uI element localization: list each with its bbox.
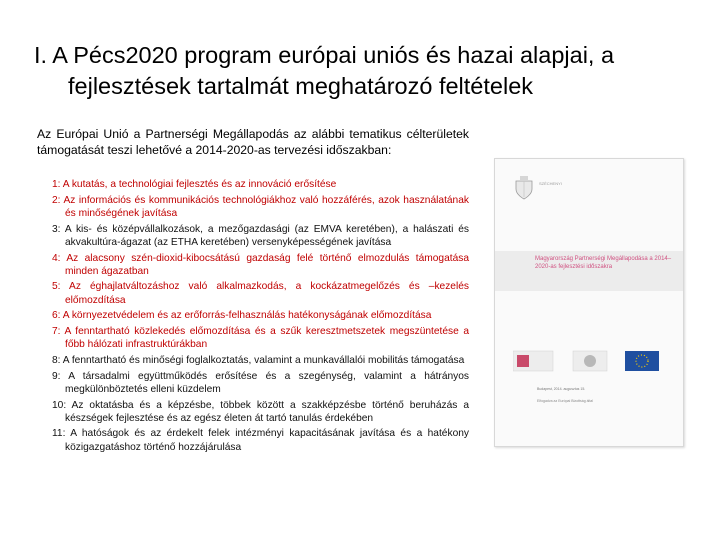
thematic-objectives-list — [52, 178, 469, 456]
hungarian-coat-of-arms-icon — [513, 175, 535, 201]
objective-10: 10: Az oktatásba és a képzésbe, többek között a szakképzésbe történő beruházás a készségek fejlesztése és az egész életen át tartó tanulás érdekében — [52, 399, 469, 424]
slide-title — [34, 40, 694, 102]
publication-line: Budapest, 2014. augusztus 15. — [537, 387, 586, 391]
objective-1: 1: A kutatás, a technológiai fejlesztés és az innováció erősítése — [52, 179, 337, 190]
document-cover-image — [494, 158, 684, 447]
objective-9: 9: A társadalmi együttműködés erősítése és a szegénység, valamint a hátrányos megkülönböztetés elleni küzdelem — [52, 370, 469, 395]
logo-text: SZÉCHENYI — [539, 181, 562, 186]
objective-11: 11: A hatóságok és az érdekelt felek intézményi kapacitásának javítása és a hatékony közigazgatáshoz történő hozzájárulása — [52, 428, 469, 453]
objective-4: 4: Az alacsony szén-dioxid-kibocsátású gazdaság felé történő elmozdulás támogatása minden ágazatban — [52, 252, 469, 277]
objective-3: 3: A kis- és középvállalkozások, a mezőgazdasági (az EMVA keretében), a halászati és akvakultúra-ágazat (az ETHA keretében) versenyképességének javítása — [52, 223, 469, 248]
slide-title-line-1: I. A Pécs2020 program európai uniós és hazai alapjai, a — [34, 42, 615, 68]
cover-title: Magyarország Partnerségi Megállapodása a 2014–2020-as fejlesztési időszakra — [535, 256, 672, 270]
objective-6: 6: A környezetvédelem és az erőforrás-felhasználás hatékonyságának előmozdítása — [52, 310, 432, 322]
intro-paragraph: Az Európai Unió a Partnerségi Megállapodás az alábbi tematikus célterületek támogatását teszi lehetővé a 2014-2020-as tervezési időszakban: — [37, 127, 469, 157]
cover-subtitle: Elfogadva az Európai Bizottság által — [537, 399, 594, 403]
objective-2: 2: Az információs és kommunikációs technológiákhoz való hozzáférés, azok használatának és minőségének javítása — [52, 194, 469, 219]
objective-7: 7: A fenntartható közlekedés előmozdítása és a szűk keresztmetszetek megszüntetése a főbb hálózati infrastruktúrákban — [52, 326, 469, 351]
eu-flags-icon — [513, 347, 665, 375]
objective-8: 8: A fenntartható és minőségi foglalkoztatás, valamint a munkavállalói mobilitás támogatása — [52, 354, 465, 366]
slide-title-line-2: fejlesztések tartalmát meghatározó feltételek — [68, 73, 534, 99]
objective-5: 5: Az éghajlatváltozáshoz való alkalmazkodás, a kockázatmegelőzés és –kezelés előmozdítása — [52, 281, 469, 306]
